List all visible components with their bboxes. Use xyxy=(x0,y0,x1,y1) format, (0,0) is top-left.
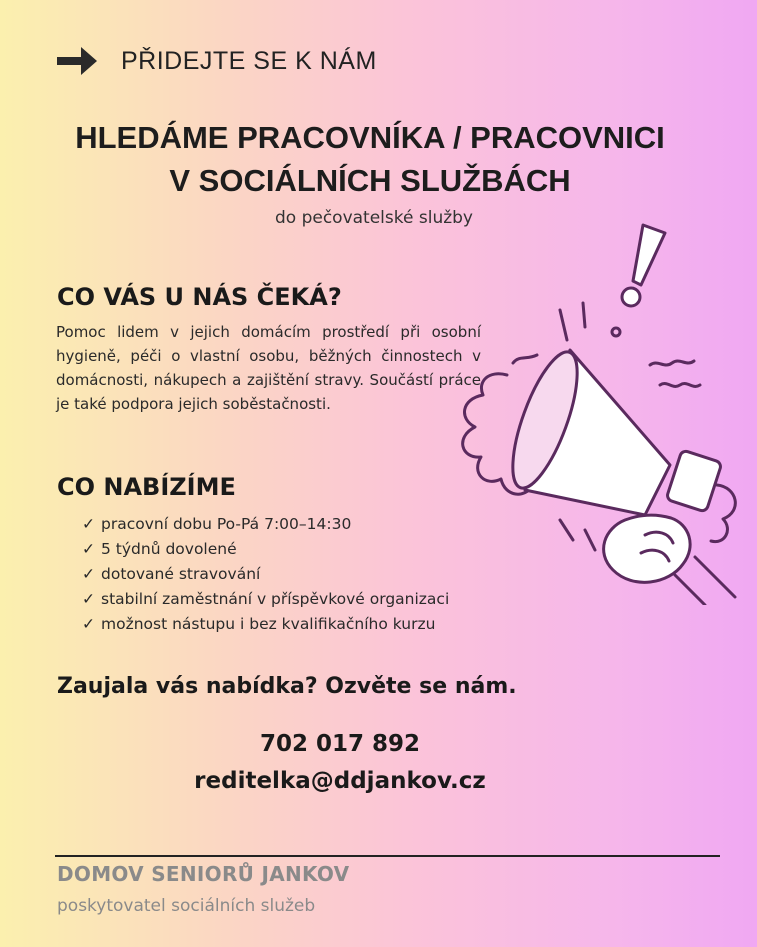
organization-tagline: poskytovatel sociálních služeb xyxy=(57,896,316,916)
kicker-text: PŘIDEJTE SE K NÁM xyxy=(121,46,377,75)
offer-item: ✓ stabilní zaměstnání v příspěvkové organizaci xyxy=(82,587,449,612)
contact-email[interactable]: reditelka@ddjankov.cz xyxy=(194,768,486,794)
offer-item: ✓ pracovní dobu Po-Pá 7:00–14:30 xyxy=(82,512,449,537)
footer-divider xyxy=(55,855,720,857)
expect-heading: CO VÁS U NÁS ČEKÁ? xyxy=(57,283,342,311)
offer-list xyxy=(82,512,449,637)
organization-name: DOMOV SENIORŮ JANKOV xyxy=(57,862,350,886)
offer-heading: CO NABÍZÍME xyxy=(57,473,236,501)
contact-phone[interactable]: 702 017 892 xyxy=(259,731,421,757)
megaphone-illustration xyxy=(445,215,745,605)
expect-text: Pomoc lidem v jejich domácím prostředí při osobní hygieně, péči o vlastní osobu, běžných činnostech v domácnosti, nákupech a zajištění stravy. Součástí práce je také podpora jejich soběstačnosti. xyxy=(56,323,481,413)
offer-item: ✓ dotované stravování xyxy=(82,562,449,587)
arrow-right-icon xyxy=(55,44,99,78)
offer-item: ✓ možnost nástupu i bez kvalifikačního kurzu xyxy=(82,612,449,637)
title-line-1: HLEDÁME PRACOVNÍKA / PRACOVNICI xyxy=(75,120,665,155)
call-to-action: Zaujala vás nabídka? Ozvěte se nám. xyxy=(57,674,517,699)
page-title xyxy=(0,116,740,202)
subtitle: do pečovatelské služby xyxy=(274,208,473,228)
kicker xyxy=(55,44,377,78)
title-line-2: V SOCIÁLNÍCH SLUŽBÁCH xyxy=(169,163,571,198)
offer-item: ✓ 5 týdnů dovolené xyxy=(82,537,449,562)
